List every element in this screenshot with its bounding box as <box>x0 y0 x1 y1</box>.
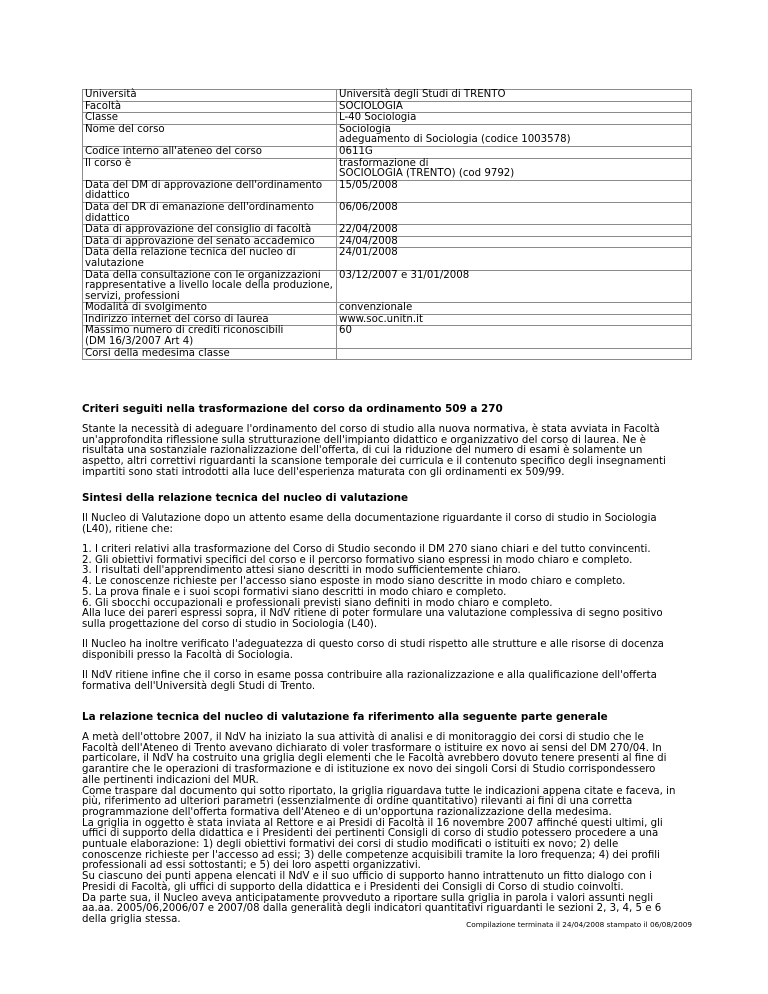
text-line: Facoltà dell'Ateneo di Trento avevano dichiarato di voler trasformare o istituire ex novo ai sensi del DM 270/04. In <box>82 742 662 754</box>
section-criteri-text <box>82 425 697 479</box>
text-line: puntuale elaborazione: 1) degli obiettivi formativi dei corsi di studio modificati o istituiti ex novo; 2) delle <box>82 839 619 851</box>
text-line: sulla progettazione del corso di studio in Sociologia (L40). <box>82 618 378 630</box>
text-line: conoscenze richieste per l'accesso ad essi; 3) delle competenze acquisibili tramite la loro frequenza; 4) dei profili <box>82 849 660 861</box>
row-label-line: Data della consultazione con le organizzazioni <box>85 269 321 281</box>
section-relazione-text <box>82 733 697 926</box>
section-title-relazione: La relazione tecnica del nucleo di valutazione fa riferimento alla seguente parte generale <box>82 711 608 723</box>
row-value-line: 06/06/2008 <box>339 201 398 213</box>
row-label-line: Facoltà <box>85 100 122 112</box>
row-label-line: Indirizzo internet del corso di laurea <box>85 313 269 325</box>
row-value <box>337 202 692 224</box>
row-value-line: convenzionale <box>339 302 413 314</box>
row-label-line: Nome del corso <box>85 123 165 135</box>
row-value <box>337 270 692 303</box>
course-info-table <box>82 89 692 360</box>
text-line: aspetto, altri correttivi riguardanti la scansione temporale dei curricula e il contenuto specifico degli insegnamenti <box>82 456 666 468</box>
row-label <box>83 303 337 315</box>
row-value <box>337 303 692 315</box>
row-value-line: 0611G <box>339 145 373 157</box>
row-value-line: adeguamento di Sociologia (codice 1003578) <box>339 134 571 146</box>
text-line: Stante la necessità di adeguare l'ordinamento del corso di studio alla nuova normativa, è stata avviata in Facoltà <box>82 424 660 435</box>
row-value <box>337 248 692 270</box>
table-row <box>83 124 692 146</box>
row-value-line: 03/12/2007 e 31/01/2008 <box>339 269 470 281</box>
row-value-line: SOCIOLOGIA (TRENTO) (cod 9792) <box>339 168 515 180</box>
row-value <box>337 146 692 158</box>
table-row <box>83 326 692 348</box>
table-row <box>83 158 692 180</box>
row-value-line: 22/04/2008 <box>339 224 398 236</box>
row-label-line: didattico <box>85 212 130 224</box>
text-line: disponibili presso la Facoltà di Sociologia. <box>82 649 293 661</box>
row-value <box>337 180 692 202</box>
table-row <box>83 180 692 202</box>
row-label-line: didattico <box>85 190 130 202</box>
text-line: formativa dell'Università degli Studi di Trento. <box>82 680 316 692</box>
row-value <box>337 158 692 180</box>
text-line: A metà dell'ottobre 2007, il NdV ha iniziato la sua attività di analisi e di monitoraggio dei corsi di studio che le <box>82 732 644 743</box>
table-row <box>83 248 692 270</box>
row-label-line: Corsi della medesima classe <box>85 347 230 359</box>
text-line: Presidi di Facoltà, gli uffici di supporto della didattica e i Presidenti dei Consigli di Corso di studio coinvolti. <box>82 881 624 893</box>
text-line: La griglia in oggetto è stata inviata al Rettore e ai Presidi di Facoltà il 16 novembre 2007 affinché questi ultimi, gli <box>82 817 663 829</box>
table-row <box>83 270 692 303</box>
row-label-line: Modalità di svolgimento <box>85 302 207 314</box>
text-line: impartiti sono stati introdotti alla luce dell'esperienza maturata con gli ordinamenti ex 509/99. <box>82 466 565 478</box>
row-label-line: servizi, professioni <box>85 290 180 302</box>
row-label-line: Data di approvazione del senato accademico <box>85 235 315 247</box>
row-label <box>83 202 337 224</box>
sintesi-paragraph-2 <box>82 640 697 661</box>
sintesi-paragraph-3 <box>82 671 697 692</box>
section-title-sintesi: Sintesi della relazione tecnica del nucleo di valutazione <box>82 492 409 504</box>
sintesi-paragraph-1 <box>82 609 697 630</box>
sintesi-intro <box>82 514 697 535</box>
row-value-line: 24/01/2008 <box>339 247 398 259</box>
text-line: programmazione dell'offerta formativa dell'Ateneo e di un'opportuna razionalizzazione della medesima. <box>82 806 612 818</box>
table-row <box>83 314 692 326</box>
row-label <box>83 348 337 360</box>
text-line: 2. Gli obiettivi formativi specifici del corso e il percorso formativo siano espressi in modo chiaro e completo. <box>82 554 633 566</box>
row-value-line: Sociologia <box>339 123 391 135</box>
text-line: Il Nucleo di Valutazione dopo un attento esame della documentazione riguardante il corso di studio in Sociologia <box>82 513 657 524</box>
row-value-line: www.soc.unitn.it <box>339 313 423 325</box>
table-row <box>83 303 692 315</box>
row-label <box>83 158 337 180</box>
text-line: un'approfondita riflessione sulla strutturazione dell'impianto didattico e organizzativo del corso di laurea. Ne è <box>82 434 646 446</box>
row-label-line: Data della relazione tecnica del nucleo di <box>85 247 296 259</box>
text-line: uffici di supporto della didattica e i Presidenti dei pertinenti Consigli di corso di studio potessero procedere a una <box>82 828 659 840</box>
text-line: 4. Le conoscenze richieste per l'accesso siano esposte in modo siano descritte in modo chiaro e completo. <box>82 576 626 588</box>
row-label <box>83 225 337 237</box>
text-line: professionali ad essi sottostanti; e 5) dei loro aspetti organizzativi. <box>82 860 421 872</box>
text-line: aa.aa. 2005/06,2006/07 e 2007/08 dalla generalità degli indicatori quantitativi riguardanti le sezioni 2, 3, 4, 5 e 6 <box>82 903 662 915</box>
text-line: Da parte sua, il Nucleo aveva anticipatamente provveduto a riportare sulla griglia in parola i valori assunti negli <box>82 892 654 904</box>
row-label <box>83 180 337 202</box>
row-value <box>337 124 692 146</box>
table-row <box>83 348 692 360</box>
table-row <box>83 90 692 102</box>
row-value-line: 24/04/2008 <box>339 235 398 247</box>
row-label-line: Classe <box>85 112 119 124</box>
text-line: più, riferimento ad ulteriori parametri (essenzialmente di ordine quantitativo) rilevanti ai fini di una corretta <box>82 796 633 808</box>
row-value-line: Università degli Studi di TRENTO <box>339 89 506 100</box>
row-value-line: L-40 Sociologia <box>339 112 417 124</box>
text-line: 1. I criteri relativi alla trasformazione del Corso di Studio secondo il DM 270 siano chiari e del tutto convincenti. <box>82 544 651 555</box>
row-label-line: valutazione <box>85 257 144 269</box>
row-label <box>83 326 337 348</box>
row-value <box>337 90 692 102</box>
row-label <box>83 124 337 146</box>
row-label <box>83 146 337 158</box>
row-value-line: 60 <box>339 325 352 337</box>
row-label-line: Data di approvazione del consiglio di facoltà <box>85 224 312 236</box>
text-line: Su ciascuno dei punti appena elencati il NdV e il suo ufficio di supporto hanno intrattenuto un fitto dialogo con i <box>82 871 653 883</box>
table-row <box>83 101 692 113</box>
table-row <box>83 225 692 237</box>
row-label <box>83 90 337 102</box>
row-value <box>337 225 692 237</box>
row-label <box>83 314 337 326</box>
row-label-line: rappresentative a livello locale della produzione, <box>85 280 333 292</box>
text-line: 5. La prova finale e i suoi scopi formativi siano descritti in modo chiaro e completo. <box>82 586 507 598</box>
row-value-line: SOCIOLOGIA <box>339 100 403 112</box>
row-value <box>337 326 692 348</box>
table-row <box>83 202 692 224</box>
row-value-line: 15/05/2008 <box>339 179 398 191</box>
row-label-line: Codice interno all'ateneo del corso <box>85 145 263 157</box>
row-label-line: Università <box>85 89 137 100</box>
row-label <box>83 113 337 125</box>
row-value <box>337 314 692 326</box>
text-line: 3. I risultati dell'apprendimento attesi siano descritti in modo sufficientemente chiaro. <box>82 565 521 577</box>
text-line: particolare, il NdV ha costruito una griglia degli elementi che le Facoltà avrebbero dovuto tenere presenti al fine di <box>82 753 667 765</box>
text-line: Alla luce dei pareri espressi sopra, il NdV ritiene di poter formulare una valutazione complessiva di segno positivo <box>82 608 663 619</box>
row-value <box>337 236 692 248</box>
row-label-line: Data del DR di emanazione dell'ordinamento <box>85 201 314 213</box>
table-row <box>83 113 692 125</box>
text-line: Come traspare dal documento qui sotto riportato, la griglia riguardava tutte le indicazioni appena citate e faceva, in <box>82 785 676 797</box>
text-line: risultata una sostanziale razionalizzazione dell'offerta, di cui la riduzione del numero di esami è solamente un <box>82 445 643 457</box>
row-value-line: trasformazione di <box>339 157 429 169</box>
row-label <box>83 101 337 113</box>
text-line: (L40), ritiene che: <box>82 523 173 535</box>
sintesi-list <box>82 545 697 609</box>
row-label-line: (DM 16/3/2007 Art 4) <box>85 336 194 348</box>
text-line: garantire che le operazioni di trasformazione e di istituzione ex novo dei singoli Corsi di Studio corrispondessero <box>82 764 656 776</box>
page-footer: Compilazione terminata il 24/04/2008 stampato il 06/08/2009 <box>466 920 692 929</box>
row-label <box>83 270 337 303</box>
row-label <box>83 248 337 270</box>
text-line: 6. Gli sbocchi occupazionali e professionali previsti siano definiti in modo chiaro e completo. <box>82 597 553 609</box>
table-row <box>83 236 692 248</box>
row-label <box>83 236 337 248</box>
table-row <box>83 146 692 158</box>
row-label-line: Il corso è <box>85 157 132 169</box>
text-line: alle pertinenti indicazioni del MUR. <box>82 774 259 786</box>
row-label-line: Massimo numero di crediti riconoscibili <box>85 325 284 337</box>
text-line: Il Nucleo ha inoltre verificato l'adeguatezza di questo corso di studi rispetto alle strutture e alle risorse di docenza <box>82 639 664 650</box>
text-line: Il NdV ritiene infine che il corso in esame possa contribuire alla razionalizzazione e alla qualificazione dell'offerta <box>82 670 657 681</box>
text-line: della griglia stessa. <box>82 913 181 925</box>
row-value <box>337 348 692 360</box>
row-value <box>337 101 692 113</box>
row-label-line: Data del DM di approvazione dell'ordinamento <box>85 179 323 191</box>
row-value <box>337 113 692 125</box>
section-title-criteri: Criteri seguiti nella trasformazione del corso da ordinamento 509 a 270 <box>82 403 503 415</box>
